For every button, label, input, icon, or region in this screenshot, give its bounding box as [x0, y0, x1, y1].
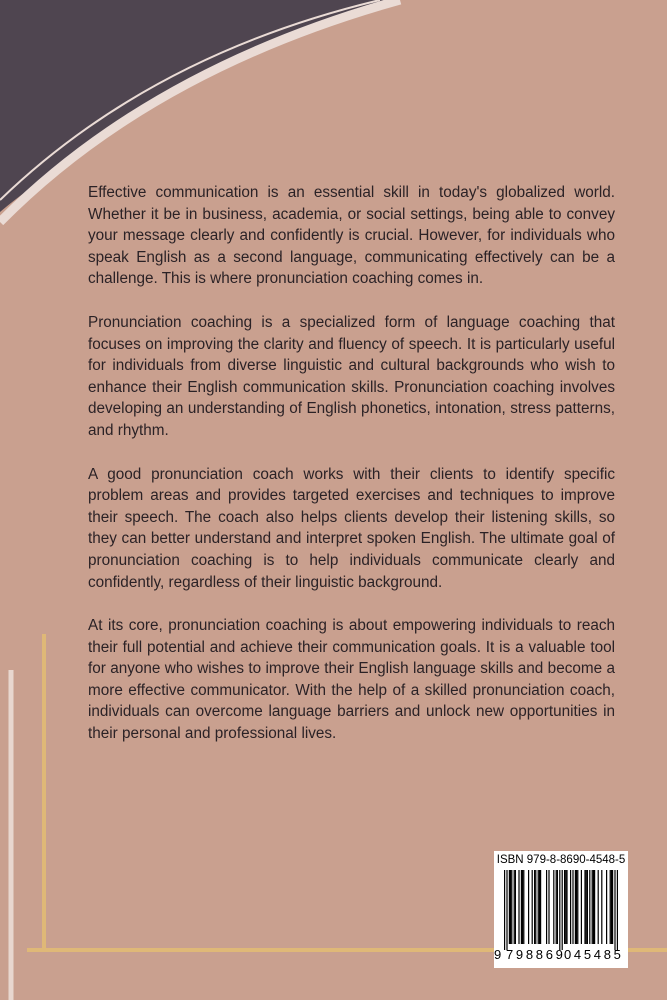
barcode-bar — [614, 870, 615, 950]
dark-corner-shape — [0, 0, 400, 212]
barcode-bar — [528, 870, 529, 944]
barcode-bar — [515, 870, 516, 944]
barcode-bar — [546, 870, 547, 944]
isbn-barcode — [494, 851, 628, 968]
barcode-bar — [509, 870, 510, 944]
barcode-bar — [610, 870, 611, 944]
barcode-bar — [518, 870, 519, 944]
barcode-bar — [522, 870, 523, 944]
barcode-bar — [594, 870, 595, 944]
barcode-bar — [617, 870, 618, 950]
barcode-digits-left: 798869 — [506, 947, 566, 962]
barcode-digits-right: 045485 — [564, 947, 624, 962]
barcode-bar — [577, 870, 578, 944]
barcode-bar — [612, 870, 613, 944]
barcode-bar — [557, 870, 558, 944]
barcode-bar — [593, 870, 594, 944]
barcode-bar — [566, 870, 567, 944]
barcode-bar — [539, 870, 540, 944]
barcode-bar — [581, 870, 582, 944]
barcode-bar — [540, 870, 541, 944]
isbn-label: ISBN 979-8-8690-4548-5 — [496, 854, 626, 866]
barcode-bar — [586, 870, 587, 944]
barcode-bar — [606, 870, 607, 944]
barcode-bar — [611, 870, 612, 944]
barcode-bar — [584, 870, 585, 944]
barcode-bar — [514, 870, 515, 944]
blurb-paragraph-1: Effective communication is an essential skill in today's globalized world. Whether it be in business, academia, or social settings, being able to convey your message clearly and confidently is crucial. However, for individuals who speak English as a second language, communicating effectively can be a challenge. This is where pronunciation coaching comes in. — [88, 184, 615, 288]
barcode-bar — [504, 870, 505, 950]
barcode-bar — [565, 870, 566, 944]
barcode-bars — [494, 870, 628, 950]
barcode-bar — [598, 870, 599, 944]
barcode-bar — [534, 870, 535, 944]
barcode-bar — [601, 870, 602, 944]
barcode-bar — [511, 870, 512, 944]
barcode-bar — [535, 870, 536, 944]
barcode-bar — [521, 870, 522, 944]
barcode-bar — [556, 870, 557, 944]
barcode-bar — [562, 870, 563, 950]
blurb-paragraph-3: A good pronunciation coach works with their clients to identify specific problem areas and provides targeted exercises and techniques to improve their speech. The coach also helps clients develop their listening skills, so they can better understand and interpret spoken English. The ultimate goal of pronunciation coaching is to help individuals communicate clearly and confidently, regardless of their linguistic background. — [88, 465, 615, 591]
barcode-bar — [553, 870, 554, 944]
blurb-paragraph-4: At its core, pronunciation coaching is about empowering individuals to reach their full potential and achieve their communication goals. It is a valuable tool for anyone who wishes to improve their English language skills and become a more effective communicator. With the help of a skilled pronunciation coach, individuals can overcome language barriers and unlock new opportunities in their personal and professional lives. — [88, 617, 615, 743]
barcode-bar — [572, 870, 573, 944]
barcode-bar — [592, 870, 593, 944]
barcode-bar — [589, 870, 590, 944]
barcode-digit-first: 9 — [494, 947, 502, 962]
barcode-bar — [506, 870, 507, 950]
barcode-bar — [548, 870, 549, 944]
barcode-bar — [587, 870, 588, 944]
barcode-bar — [510, 870, 511, 944]
barcode-bar — [576, 870, 577, 944]
barcode-bar — [564, 870, 565, 944]
barcode-bar — [570, 870, 571, 944]
blurb-text — [88, 182, 615, 767]
barcode-bar — [538, 870, 539, 944]
barcode-bar — [523, 870, 524, 944]
blurb-paragraph-2: Pronunciation coaching is a specialized form of language coaching that focuses on improving the clarity and fluency of speech. It is particularly useful for individuals from diverse linguistic and cultural backgrounds who wish to enhance their English communication skills. Pronunciation coaching involves developing an understanding of English phonetics, intonation, stress patterns, and rhythm. — [88, 313, 615, 439]
barcode-bar — [575, 870, 576, 944]
barcode-bar — [532, 870, 533, 944]
barcode-bar — [559, 870, 560, 950]
